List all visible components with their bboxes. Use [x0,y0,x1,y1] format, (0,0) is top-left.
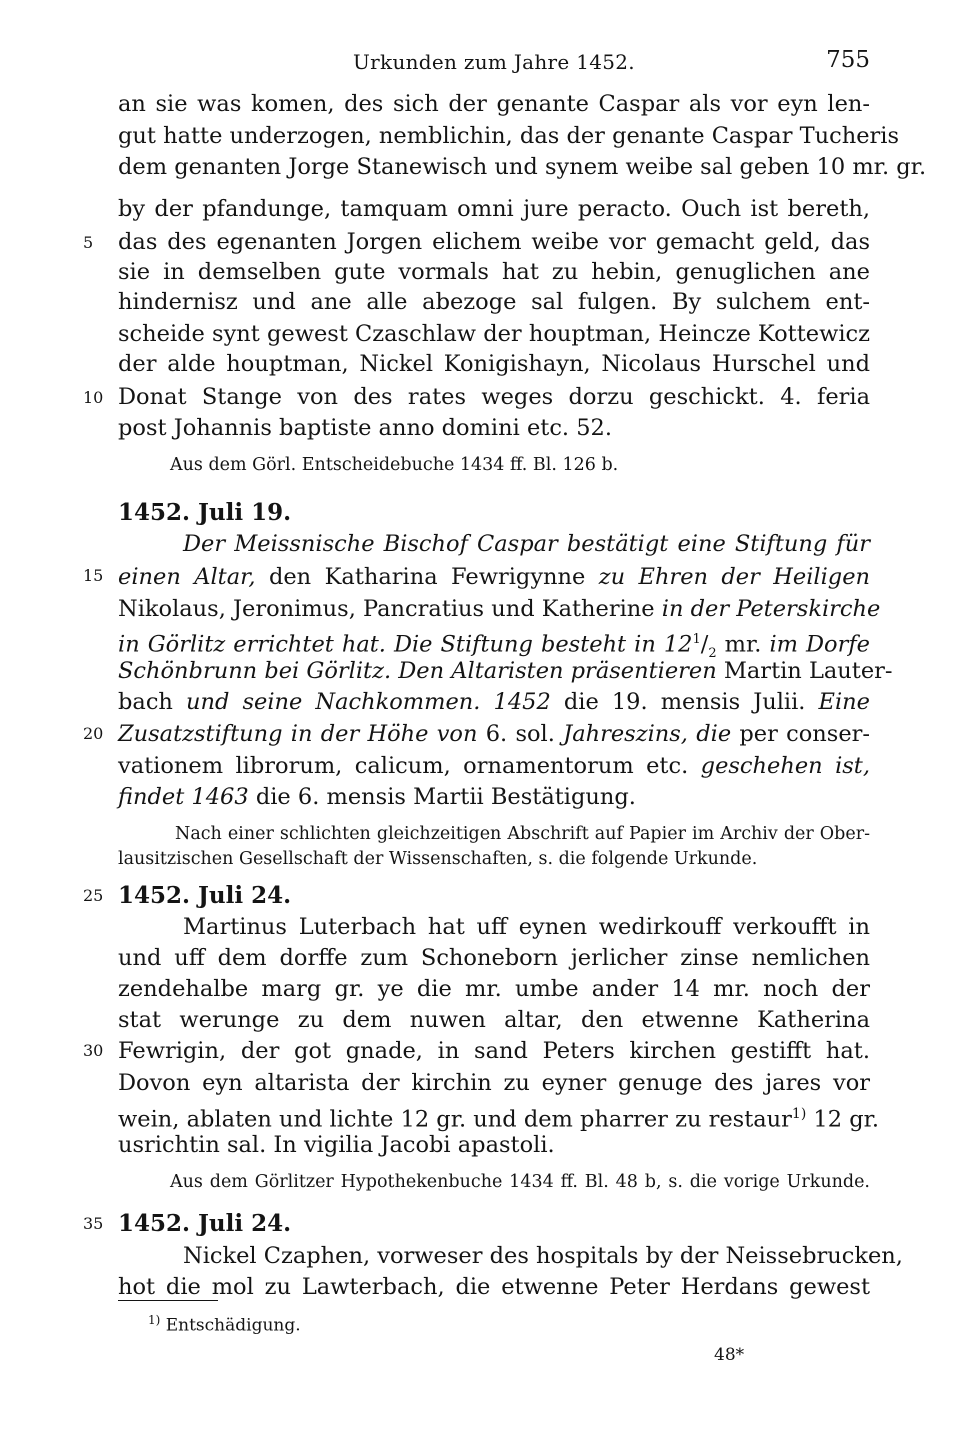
summary-line [183,528,870,560]
summary-text: Nikolaus, Jeronimus, Pancratius und Katherine [118,596,655,622]
summary-line [118,593,881,625]
summary-line [118,686,870,718]
summary-text: in Görlitz errichtet hat. Die Stiftung besteht in 12 [118,631,693,658]
summary-text: bach [118,689,173,715]
summary-text: Der Meissnische Bischof Caspar bestätigt eine Stiftung für [183,531,870,557]
summary-text: findet 1463 [118,784,249,810]
text-line: hot die mol zu Lawterbach, die etwenne Peter Herdans gewest [118,1274,870,1300]
fraction-numerator: 1 [692,632,701,647]
summary-text: per conser- [731,721,870,747]
entry-date-heading: 1452. Juli 24. [118,882,292,909]
source-note: Nach einer schlichten gleichzeitigen Abschrift auf Papier im Archiv der Ober- [175,824,870,844]
printer-signature: 48* [714,1345,745,1365]
text-line: Nickel Czaphen, vorweser des hospitals by der Neissebrucken, [183,1243,903,1269]
summary-text: einen Altar, [118,564,256,590]
summary-text: die 6. mensis Martii Bestätigung. [248,784,636,810]
summary-line [118,718,870,750]
summary-text: geschehen ist, [688,753,871,779]
summary-text: Zusatzstiftung in der Höhe von [118,721,478,747]
text-line: der alde houptman, Nickel Konigishayn, Nicolaus Hurschel und [118,351,870,377]
source-note: lausitzischen Gesellschaft der Wissenschaften, s. die folgende Urkunde. [118,849,758,869]
summary-text: 6. sol. [477,721,555,747]
summary-text: Eine [805,689,870,715]
footnote [148,1307,301,1339]
text-line: by der pfandunge, tamquam omni jure peracto. Ouch ist bereth, [118,196,870,222]
text-segment: wein, ablaten und lichte 12 gr. und dem pharrer zu restaur [118,1106,792,1133]
text-line: Fewrigin, der got gnade, in sand Peters kirchen gestifft hat. [118,1038,870,1064]
line-number: 10 [83,388,104,407]
line-number: 20 [83,724,104,743]
summary-line [118,561,870,593]
text-line: Martinus Luterbach hat uff eynen wedirkouff verkoufft in [183,914,870,940]
summary-text: Katharina Fewrigynne [324,564,586,590]
page-header [118,47,870,80]
text-line: sie in demselben gute vormals hat zu hebin, genuglichen ane [118,259,870,285]
footnote-text: Entschädigung. [160,1315,301,1336]
line-number: 5 [83,233,94,252]
summary-text: zu Ehren der Heiligen [585,564,871,590]
summary-text: Martin Lauter- [716,658,893,684]
line-number: 35 [83,1214,104,1233]
summary-text: Schönbrunn bei Görlitz. Den Altaristen präsentieren [118,658,717,684]
text-line: Donat Stange von des rates weges dorzu geschickt. 4. feria [118,384,870,410]
text-line: zendehalbe marg gr. ye die mr. umbe ander 14 mr. noch der [118,976,870,1002]
text-line: Dovon eyn altarista der kirchin zu eyner genuge des jares vor [118,1070,870,1096]
text-line: post Johannis baptiste anno domini etc. 52. [118,415,613,441]
text-line: hindernisz und ane alle abezoge sal fulgen. By sulchem ent- [118,289,870,315]
footnote-reference: 1) [791,1106,807,1122]
footnote-marker: 1) [148,1313,161,1327]
summary-line [118,781,870,813]
summary-text: Jahreszins, die [554,721,732,747]
source-note: Aus dem Görlitzer Hypothekenbuche 1434 ff. Bl. 48 b, s. die vorige Urkunde. [170,1172,870,1192]
summary-text: mr. [716,631,762,658]
entry-date-heading: 1452. Juli 19. [118,499,292,526]
summary-text: vationem librorum, calicum, ornamentorum etc. [118,753,689,779]
line-number: 15 [83,566,104,585]
summary-line [118,750,870,782]
summary-line [118,655,893,687]
footnote-rule [118,1300,218,1301]
text-line: dem genanten Jorge Stanewisch und synem weibe sal geben 10 mr. gr. [118,154,927,180]
fraction-slash: / [700,631,709,658]
text-segment: 12 gr. [806,1106,880,1133]
summary-text: im Dorfe [761,631,870,658]
source-note: Aus dem Görl. Entscheidebuche 1434 ff. Bl. 126 b. [170,455,619,475]
text-line: usrichtin sal. In vigilia Jacobi apastoli. [118,1132,555,1158]
summary-text: den [255,564,325,590]
line-number: 25 [83,886,104,905]
text-line: das des egenanten Jorgen elichem weibe vor gemacht geld, das [118,229,870,255]
running-title: Urkunden zum Jahre 1452. [353,50,635,74]
line-number: 30 [83,1041,104,1060]
text-line [118,1098,880,1133]
fraction-denominator: 2 [708,646,717,661]
summary-text: 1452 [480,689,551,715]
text-line: an sie was komen, des sich der genante Caspar als vor eyn len- [118,91,870,117]
summary-text: und seine Nachkommen. [172,689,481,715]
text-line: stat werunge zu dem nuwen altar, den etwenne Katherina [118,1007,870,1033]
page-number: 755 [826,47,870,73]
summary-line [118,624,870,661]
entry-date-heading: 1452. Juli 24. [118,1210,292,1237]
text-line: und uff dem dorffe zum Schoneborn jerlicher zinse nemlichen [118,945,870,971]
summary-text: die 19. mensis Julii. [550,689,806,715]
summary-text: in der Peterskirche [654,596,881,622]
text-line: scheide synt gewest Czaschlaw der houptman, Heincze Kottewicz [118,321,870,347]
text-line: gut hatte underzogen, nemblichin, das der genante Caspar Tucheris [118,123,900,149]
